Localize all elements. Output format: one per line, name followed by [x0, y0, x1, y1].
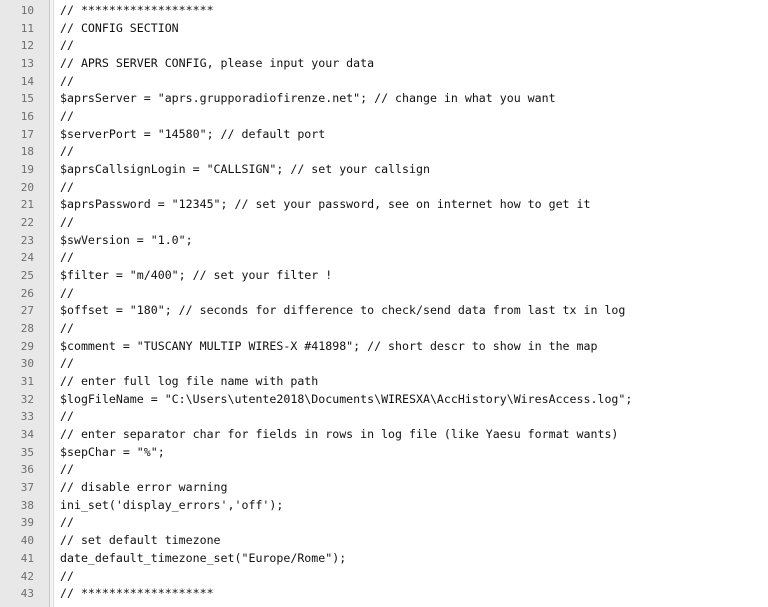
line-text: //	[60, 356, 74, 371]
line-text: $serverPort = "14580"; // default port	[60, 126, 326, 141]
line-number: 32	[20, 392, 34, 406]
line-text: $offset = "180"; // seconds for difference to check/send data from last tx in log	[60, 303, 626, 318]
line-number: 10	[20, 4, 34, 17]
line-number: 11	[20, 21, 34, 35]
line-text: //	[60, 285, 74, 300]
line-number: 34	[20, 428, 34, 442]
code-line[interactable]	[20, 232, 768, 250]
code-line[interactable]	[20, 461, 768, 479]
line-number: 15	[20, 92, 34, 106]
line-text: // set default timezone	[60, 533, 221, 548]
code-line[interactable]	[20, 214, 768, 232]
code-line[interactable]	[20, 514, 768, 532]
code-line[interactable]	[20, 90, 768, 108]
line-text: $aprsPassword = "12345"; // set your password, see on internet how to get it	[60, 197, 591, 212]
code-line[interactable]	[20, 585, 768, 603]
line-text: // *******************	[60, 3, 214, 17]
line-text: //	[60, 73, 74, 88]
line-text: ini_set('display_errors','off');	[60, 497, 284, 512]
line-text: // enter separator char for fields in rows in log file (like Yaesu format wants)	[60, 427, 619, 442]
line-number: 33	[20, 410, 34, 424]
line-text: $filter = "m/400"; // set your filter !	[60, 268, 333, 283]
code-line[interactable]	[20, 2, 768, 20]
line-number: 12	[20, 39, 34, 53]
line-number: 21	[20, 198, 34, 212]
code-line[interactable]	[20, 408, 768, 426]
code-line[interactable]	[20, 37, 768, 55]
line-number: 24	[20, 251, 34, 265]
line-text: // CONFIG SECTION	[60, 20, 179, 35]
line-number: 19	[20, 163, 34, 177]
line-number: 41	[20, 551, 34, 565]
code-line[interactable]	[20, 568, 768, 586]
line-text: $aprsCallsignLogin = "CALLSIGN"; // set your callsign	[60, 162, 430, 177]
code-line[interactable]	[20, 355, 768, 373]
code-line[interactable]	[20, 73, 768, 91]
line-number: 42	[20, 569, 34, 583]
line-text: //	[60, 568, 74, 583]
code-line[interactable]	[20, 285, 768, 303]
line-number: 35	[20, 445, 34, 459]
code-line[interactable]	[20, 320, 768, 338]
code-line[interactable]	[20, 249, 768, 267]
line-number: 16	[20, 110, 34, 124]
line-number: 20	[20, 180, 34, 194]
line-text: $aprsServer = "aprs.grupporadiofirenze.net"; // change in what you want	[60, 91, 556, 106]
code-line[interactable]	[20, 550, 768, 568]
line-number: 39	[20, 516, 34, 530]
code-line[interactable]	[20, 179, 768, 197]
line-number: 40	[20, 534, 34, 548]
line-text: date_default_timezone_set("Europe/Rome");	[60, 550, 347, 565]
code-line[interactable]	[20, 426, 768, 444]
code-line[interactable]	[20, 532, 768, 550]
code-area[interactable]	[20, 0, 768, 607]
code-line[interactable]	[20, 108, 768, 126]
line-text: //	[60, 38, 74, 53]
code-line[interactable]	[20, 55, 768, 73]
line-text: $swVersion = "1.0";	[60, 232, 193, 247]
line-text: //	[60, 321, 74, 336]
line-text: //	[60, 144, 74, 159]
line-text: // enter full log file name with path	[60, 374, 319, 389]
line-text: $logFileName = "C:\Users\utente2018\Documents\WIRESXA\AccHistory\WiresAccess.log";	[60, 391, 633, 406]
line-text: //	[60, 250, 74, 265]
line-number: 30	[20, 357, 34, 371]
line-number: 22	[20, 216, 34, 230]
line-number: 29	[20, 339, 34, 353]
line-text: // APRS SERVER CONFIG, please input your data	[60, 56, 375, 71]
line-text: //	[60, 462, 74, 477]
code-line[interactable]	[20, 479, 768, 497]
code-line[interactable]	[20, 338, 768, 356]
code-line[interactable]	[20, 126, 768, 144]
line-number: 37	[20, 481, 34, 495]
code-line[interactable]	[20, 161, 768, 179]
line-number: 26	[20, 286, 34, 300]
line-number: 17	[20, 127, 34, 141]
line-text: //	[60, 179, 74, 194]
line-number: 27	[20, 304, 34, 318]
line-number: 38	[20, 498, 34, 512]
line-text: // disable error warning	[60, 480, 228, 495]
line-number: 31	[20, 375, 34, 389]
line-text: //	[60, 109, 74, 124]
line-number: 18	[20, 145, 34, 159]
code-line[interactable]	[20, 196, 768, 214]
code-line[interactable]	[20, 391, 768, 409]
code-line[interactable]	[20, 143, 768, 161]
code-line[interactable]	[20, 497, 768, 515]
code-line[interactable]	[20, 444, 768, 462]
line-text: //	[60, 215, 74, 230]
line-number: 23	[20, 233, 34, 247]
line-number: 14	[20, 74, 34, 88]
line-text: $sepChar = "%";	[60, 444, 165, 459]
code-line[interactable]	[20, 373, 768, 391]
line-number: 28	[20, 322, 34, 336]
code-line[interactable]	[20, 20, 768, 38]
line-number: 36	[20, 463, 34, 477]
line-number: 43	[20, 587, 34, 601]
line-text: //	[60, 515, 74, 530]
code-line[interactable]	[20, 302, 768, 320]
code-line[interactable]	[20, 267, 768, 285]
line-text: // *******************	[60, 586, 214, 601]
line-text: $comment = "TUSCANY MULTIP WIRES-X #41898"; // short descr to show in the map	[60, 338, 598, 353]
line-number: 13	[20, 57, 34, 71]
line-number: 25	[20, 269, 34, 283]
line-text: //	[60, 409, 74, 424]
